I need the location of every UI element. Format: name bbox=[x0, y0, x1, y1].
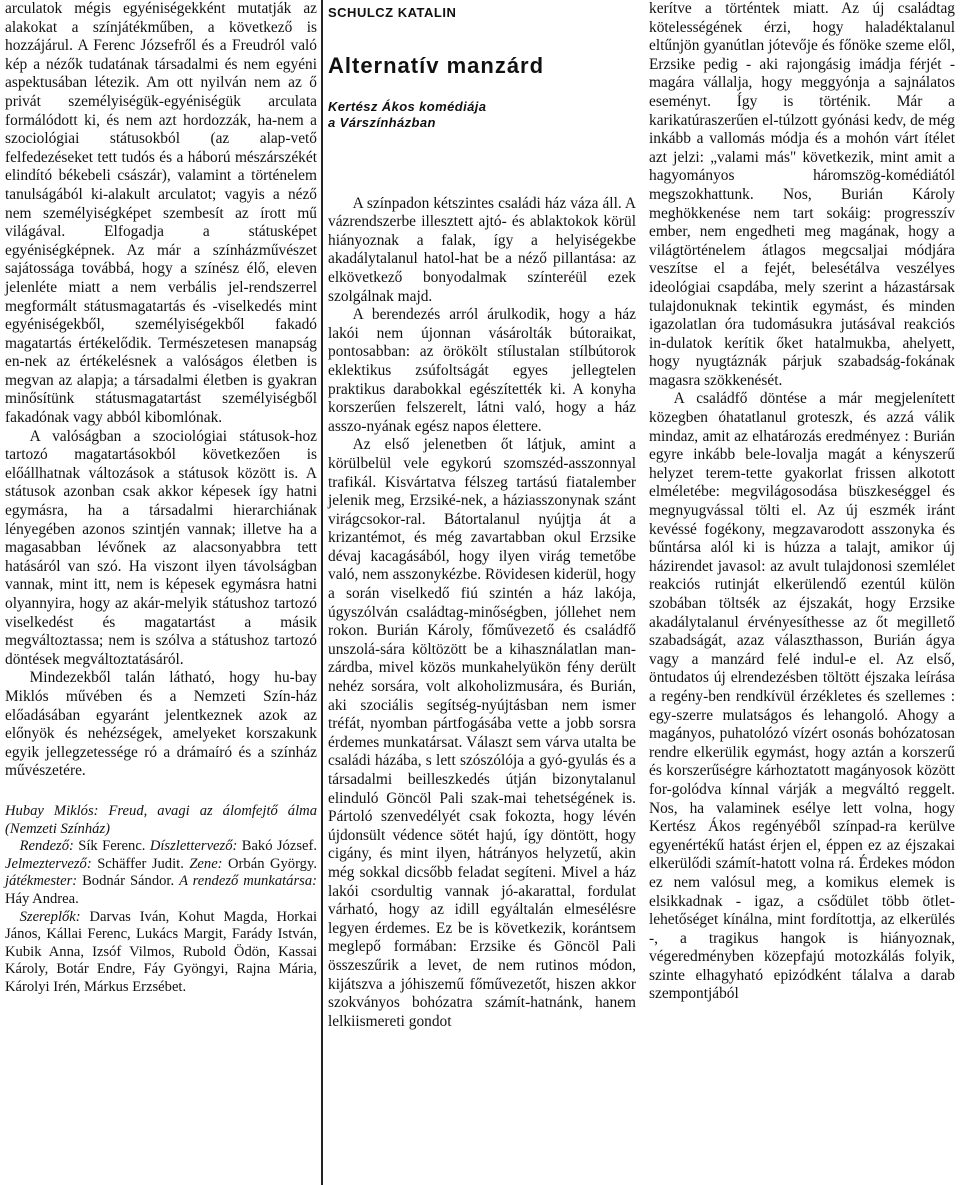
credits-work: Hubay Miklós: Freud, avagi az álomfejtő álma (Nemzeti Színház) bbox=[5, 802, 317, 837]
col1-paragraph-3: Mindezekből talán látható, hogy hu-bay Miklós művében és a Nemzeti Szín-ház előadásában egyaránt jelentkeznek azok az előnyök és nehézségek, amelyeket korszakunk egyik jellegzetessége ró a drámaíró és a színház művészetére. bbox=[5, 669, 317, 780]
article-body bbox=[328, 195, 636, 1032]
article-title: Alternatív manzárd bbox=[328, 52, 545, 78]
article-author: SCHULCZ KATALIN bbox=[328, 5, 457, 20]
col3-paragraph-1: kerítve a történtek miatt. Az új családtag kötelességének érzi, hogy haladéktalanul eltűnjön gyanútlan jótevője és főnöke szeme elől, Erzsike pedig - aki rajongásig imádja férjét - magára vállalja, hogy meggyónja a sajnálatos eseményt. Így is történik. Már a karikatúraszerűen el-túlzott gyónási kedv, de még inkább a vallomás módja és a mohón várt ítélet azt jelzi: „valami más" következik, mint amit a hagyományos háromszög-komédiától megszokhattunk. Nos, Burián Károly meghökkenése nem tart sokáig: progresszív ember, nem engedheti meg magának, hogy a világtörténelem átlagos megcsaljai módjára veszítse el a fejét, belesétálva veszélyes ideológiai csapdába, mely szerint a házastársak tulajdonuknak tekintik egymást, és minden igazolatlan óra tudomásukra jutásával reakciós in-dulatok kerítik őket hatalmukba, ahelyett, hogy nyugtáznák párjuk szabadság-fokának magasra szökkenését. bbox=[649, 0, 955, 389]
set-label: Díszlettervező: bbox=[149, 838, 238, 855]
cast: Darvas Iván, Kohut Magda, Horkai János, Kállai Ferenc, Lukács Margit, Farády István, Kubik Anna, Izsóf Vilmos, Rubold Ödön, Kassai Károly, Botár Endre, Fáy Gyöngyi, Rajna Mária, Károlyi Irén, Márkus Erzsébet. bbox=[5, 908, 318, 995]
costume-designer: Schäffer Judit. bbox=[97, 855, 184, 872]
col3-paragraph-2: A családfő döntése a már megjelenített közegben óhatatlanul groteszk, és azzá válik mindaz, amit az elhatározás eredményez : Burián egyre inkább bele-lovalja magát a kényszerű helyzet terem-tette gyakorlat frissen alkotott elméletébe: megvilágosodása büszkeséggel és megnyugvással tölti el. Az új eszmék iránt kevéssé fogékony, megzavarodott asszonyka és bűntársa alól ki is húzza a talajt, amikor új házirendet javasol: az avult tulajdonosi szemlélet reakciós rutinját elkerülendő ezentúl külön szobában töltsék az éjszakát, hogy Erzsike akadálytalanul érvényesíthesse az őt megillető szabadságát, azaz választhasson, Burián ágya vagy a manzárd felé indul-e el. Az első, öntudatos új elrendezésben töltött éjszaka leírása a regény-ben rendkívül érzékletes és szellemes : egy-szerre mulatságos és lehangoló. Ahogy a magányos, puhatolózó vízért osonás bohózatosan rendre elkerülik egymást, hogy aztán a korszerű és korszerűségre kárhoztatott magányosok között for-golódva kínnal várják a megváltó reggelt. Nos, ha valaminek esélye lett volna, hogy Kertész Ákos regényéből színpad-ra kerülve egyenértékű hatást érjen el, éppen ez az éjszakai elkerülődi számít-hatott volna rá. Érdekes módon ez nem valósul meg, a komikus elemek is elsikkadnak - igaz, a csődület több ötlet-lehetőséget kínálna, mint fordítottja, az elkerülés -, a tragikus hangok is hiányoznak, végeredményben közepfajú motozkálás folyik, szinte elhagyható epizódként tálalva a darab szempontjából bbox=[649, 390, 955, 1003]
composer: Orbán György. bbox=[228, 855, 317, 872]
column-rule bbox=[321, 0, 323, 1185]
subtitle-line-1: Kertész Ákos komédiája bbox=[328, 98, 487, 114]
col1-paragraph-1: arculatok mégis egyéniségekként mutatják az alakokat a színjátékműben, a következő is hozzájárul. A Ferenc Józsefről és a Freudról való kép a nézők tudatának társadalmi és nem egyéni aspektusában létezik. Am ott nyilván nem az ő privát személyiségük-egyéniségük arculata formálódott ki, és nem azt hordozzák, ha-nem a szociológiai státusokból (az alap-vető felfedezéseket tett tudós és a háború mészárszékét elindító békebeli császár), valamint a történelem tanulságából ki-alakult arculatot; vagyis a néző nem személyiségképet szembesít az írott mű világával. Elfogadja a státusképet egyéniségképnek. Az már a színházművészet sajátossága továbbá, hogy a színész élő, eleven jelenléte miatt a nem verbális jel-rendszerrel megformált státusmagatartás és -viselkedés mint egyéniségekből, személyiségekből fakadó magatartás értékelődik. Természetesen manapság en-nek az értékelésnek a valóságos életben is megvan az alapja; a társadalmi életben is gyakran minősítünk státusmagatartást személyiségből fakadónak vagy abból kibomlónak. bbox=[5, 0, 317, 427]
assistant: Háy Andrea. bbox=[5, 890, 79, 907]
director-label: Rendező: bbox=[19, 838, 74, 855]
article-subtitle bbox=[328, 99, 636, 131]
col2-paragraph-3: Az első jelenetben őt látjuk, amint a körülbelül vele egykorú szomszéd-asszonnyal trafikál. Kisvártatva félszeg tartású fiatalember jelenik meg, Erzsiké-nek, a háziasszonynak szánt virágcsokor-ral. Bátortalanul nyújtja át a krizantémot, és még zavartabban okul Erzsike dévaj kacagásából, hogy ilyen virág temetőbe való, nem asszonykézbe. Rövidesen kiderül, hogy a során viselkedő fiú szintén a ház lakója, úgyszólván családtag-minőségben, jóllehet nem rokon. Burián Károly, főművezető és családfő unszolá-sára költözött be a kihasználatlan man-zárdba, mivel közös munkahelyükön fény derült nehéz sorsára, volt alkoholizmusára, és Burián, aki szociális segítség-nyújtásban nem ismer tréfát, nyomban pártfogásába vette a jobb sorsra érdemes munkatársat. Választ sem várva utalta be családi házába, s lett szószólója a gyó-gyulás és a társadalmi beilleszkedés útján bizonytalanul elinduló Göncöl Pali szak-mai tehetségének is. Pártoló szenvedélyét csak fokozta, hogy lévén újdonsült védence sötét hajú, így döntött, hogy cigány, és mint ilyen, hátrányos helyzetű, akin még sokkal dicsőbb feladat segíteni. Mivel a ház lakói csordultig vannak jó-akarattal, fordulat várható, hogy az idill egyáltalán elmesélésre legyen érdemes. Ez be is következik, korántsem meglepő formában: Erzsike és Göncöl Pali összeszűrik a levet, de nem rutinos módon, kijátszva a jóhiszemű főművezetőt, hiszen akkor szokványos bohózatra számít-hatnánk, hanem lelkiismereti gondot bbox=[328, 436, 636, 1030]
music-label: Zene: bbox=[189, 855, 223, 872]
credits-cast bbox=[5, 909, 317, 997]
col1-paragraph-2: A valóságban a szociológiai státusok-hoz tartozó magatartásokból következően is előállhatnak változások a státusok között is. A státusok azonban csak akkor képesek így hatni egymásra, ha a társadalmi hierarchiának lényegében azonos szintjén vannak; illetve ha a magasabban lévőnek az alacsonyabbra tett hatásáról van szó. Ha viszont ilyen távolságban vannak, mint itt, nem is képesek egymásra hatni olyannyira, hogy az akár-melyik státushoz tartozó viselkedést és magatartást a másik megváltoztassa; nem is szólva a státushoz tartozó döntések megváltoztatásáról. bbox=[5, 427, 317, 668]
director: Sík Ferenc. bbox=[78, 838, 146, 855]
credits-staff bbox=[5, 838, 317, 908]
game-label: játékmester: bbox=[5, 873, 78, 890]
col2-paragraph-2: A berendezés arról árulkodik, hogy a ház lakói nem újonnan vásárolták bútoraikat, pontosabban: az örökölt stílustalan stílbútorok eklektikus zsúfoltságát egyes jellegtelen praktikus darabokkal egészítették ki. A konyha korszerűen felszerelt, látni való, hogy a ház asszo-nyának egész napos élettere. bbox=[328, 306, 636, 435]
column-1 bbox=[5, 0, 317, 996]
game-master: Bodnár Sándor. bbox=[82, 873, 175, 890]
spacer bbox=[5, 781, 317, 803]
cast-label: Szereplők: bbox=[19, 908, 81, 925]
costume-label: Jelmeztervező: bbox=[5, 855, 92, 872]
column-3 bbox=[649, 0, 955, 1004]
col2-paragraph-1: A színpadon kétszintes családi ház váza áll. A vázrendszerbe illesztett ajtó- és ablaktokok körül hiányoznak a falak, így a helyiségekbe akadálytalanul hatol-hat be a néző pillantása: az elkövetkező bonyodalmak színteréül ezek szolgálnak majd. bbox=[328, 194, 636, 305]
set-designer: Bakó József. bbox=[241, 838, 317, 855]
assistant-label: A rendező munkatársa: bbox=[179, 873, 317, 890]
subtitle-line-2: a Várszínházban bbox=[328, 114, 436, 130]
column-2 bbox=[328, 0, 636, 1031]
production-credits bbox=[5, 803, 317, 997]
